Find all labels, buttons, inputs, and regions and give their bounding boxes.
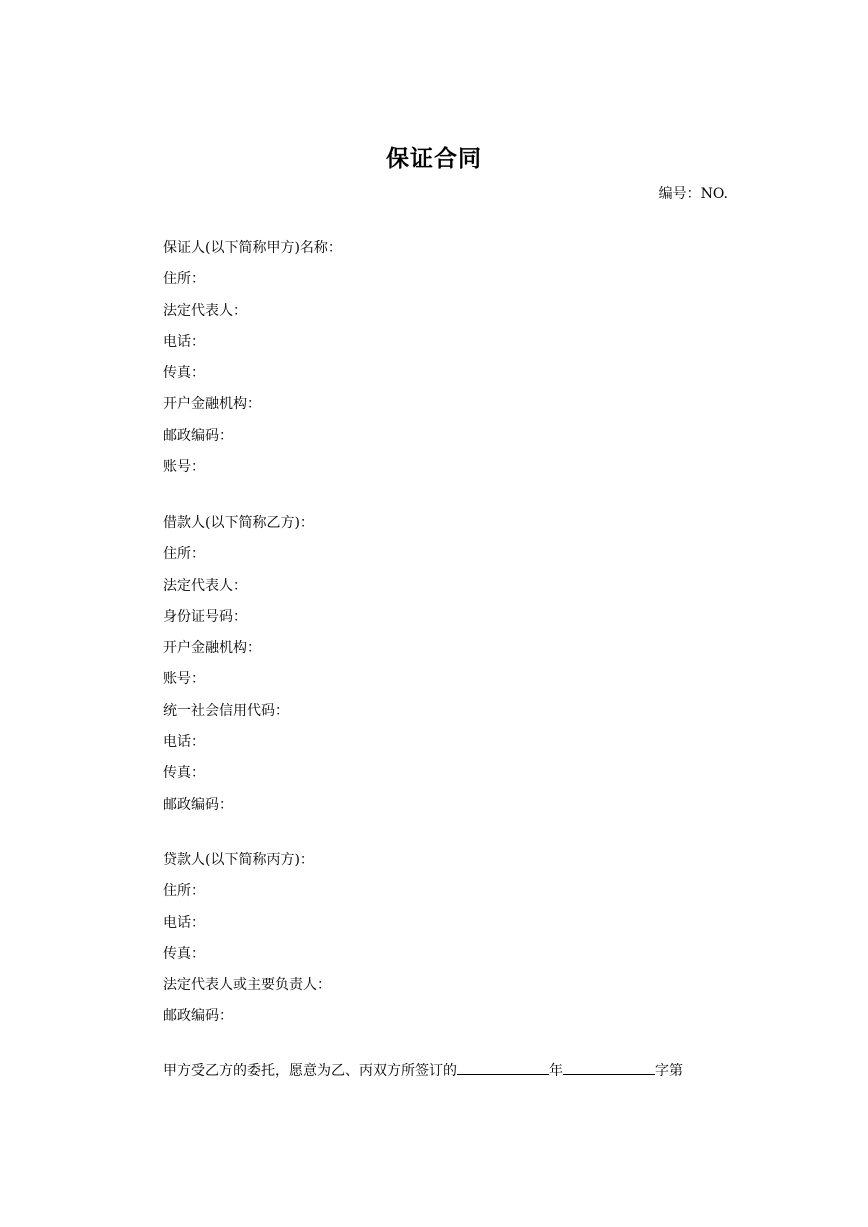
guarantor-postcode-line: 邮政编码： xyxy=(163,427,233,444)
lender-phone-line: 电话： xyxy=(163,914,205,931)
contract-body-paragraph xyxy=(163,1059,743,1083)
document-number: 编号：NO. xyxy=(658,186,728,202)
prefix-blank-field xyxy=(563,1060,655,1075)
borrower-name-line: 借款人(以下简称乙方)： xyxy=(163,515,314,531)
borrower-account-line: 账号： xyxy=(163,671,205,688)
document-title: 保证合同 xyxy=(386,146,482,172)
year-blank-field xyxy=(457,1060,549,1075)
borrower-section xyxy=(163,508,743,821)
body-text-part3: 字第 xyxy=(655,1063,683,1079)
body-text-part1: 甲方受乙方的委托，愿意为乙、丙双方所签订的 xyxy=(163,1063,457,1079)
borrower-fax-line: 传真： xyxy=(163,765,205,782)
lender-legal-rep-line: 法定代表人或主要负责人： xyxy=(163,977,331,994)
lender-name-line: 贷款人(以下简称丙方)： xyxy=(163,852,314,868)
lender-fax-line: 传真： xyxy=(163,945,205,962)
borrower-address-line: 住所： xyxy=(163,546,205,563)
borrower-phone-line: 电话： xyxy=(163,734,205,751)
borrower-bank-line: 开户金融机构： xyxy=(163,640,261,657)
guarantor-phone-line: 电话： xyxy=(163,333,205,350)
guarantor-fax-line: 传真： xyxy=(163,365,205,382)
body-text-part2: 年 xyxy=(549,1063,563,1079)
guarantor-name-line: 保证人(以下简称甲方)名称： xyxy=(163,240,342,256)
guarantor-bank-line: 开户金融机构： xyxy=(163,396,261,413)
borrower-credit-code-line: 统一社会信用代码： xyxy=(163,702,289,719)
borrower-id-number-line: 身份证号码： xyxy=(163,608,247,625)
borrower-postcode-line: 邮政编码： xyxy=(163,796,233,813)
guarantor-address-line: 住所： xyxy=(163,271,205,288)
lender-address-line: 住所： xyxy=(163,883,205,900)
guarantor-account-line: 账号： xyxy=(163,459,205,476)
borrower-legal-rep-line: 法定代表人： xyxy=(163,577,247,594)
lender-postcode-line: 邮政编码： xyxy=(163,1008,233,1025)
guarantor-legal-rep-line: 法定代表人： xyxy=(163,302,247,319)
guarantor-section xyxy=(163,233,743,483)
lender-section xyxy=(163,845,743,1033)
